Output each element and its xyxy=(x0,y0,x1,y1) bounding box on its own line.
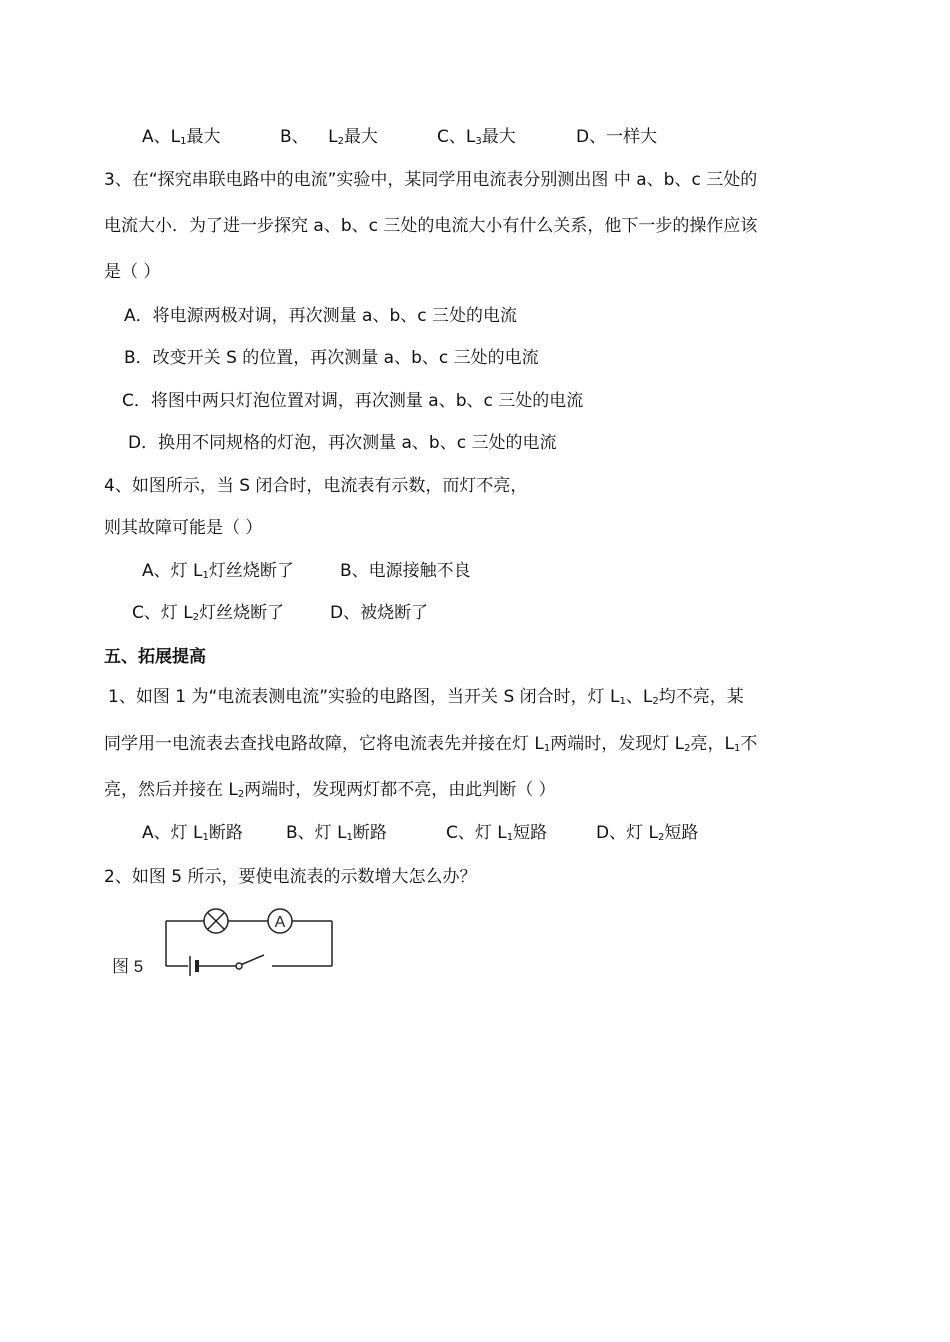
ammeter-symbol: A xyxy=(274,914,286,931)
q2-option-c: C、$L_3$最大 xyxy=(437,127,516,147)
q4-stem-line1: 4、如图所示，当 S 闭合时，电流表有示数，而灯不亮， xyxy=(104,476,528,496)
circuit-figure-5 xyxy=(104,900,344,986)
ext1-stem-line1: 1、如图 1 为“电流表测电流”实验的电路图，当开关 S 闭合时，灯 $L_1$、$L_2$均不亮，某 xyxy=(108,687,744,707)
section-heading: 五、拓展提高 xyxy=(104,647,206,667)
q4-option-a: A、灯 $L_1$灯丝烧断了 xyxy=(142,561,294,581)
ext1-stem-line2: 同学用一电流表去查找电路故障，它将电流表先并接在灯 $L_1$两端时，发现灯 $L_2$亮，$L_1$不 xyxy=(104,734,758,754)
q4-option-c: C、灯 $L_2$灯丝烧断了 xyxy=(132,603,285,623)
q3-option-d: D．换用不同规格的灯泡，再次测量 a、b、c 三处的电流 xyxy=(128,433,557,453)
q4-stem-line2: 则其故障可能是（ ） xyxy=(104,518,263,538)
q3-stem-line2: 电流大小．为了进一步探究 a、b、c 三处的电流大小有什么关系，他下一步的操作应该 xyxy=(104,216,758,236)
ext1-option-d: D、灯 $L_2$短路 xyxy=(596,823,699,843)
q3-stem-line3: 是（ ） xyxy=(104,262,161,282)
ext2-stem: 2、如图 5 所示，要使电流表的示数增大怎么办？ xyxy=(104,867,477,887)
lamp-icon xyxy=(204,909,228,933)
q3-option-a: A．将电源两极对调，再次测量 a、b、c 三处的电流 xyxy=(124,306,517,326)
ammeter-icon xyxy=(268,909,292,933)
ext1-option-a: A、灯 $L_1$断路 xyxy=(142,823,243,843)
ext1-option-c: C、灯 $L_1$短路 xyxy=(446,823,548,843)
figure-label: 图 5 xyxy=(112,957,144,976)
q3-option-c: C．将图中两只灯泡位置对调，再次测量 a、b、c 三处的电流 xyxy=(122,391,584,411)
q3-option-b: B．改变开关 S 的位置，再次测量 a、b、c 三处的电流 xyxy=(124,348,539,368)
q3-stem-line1: 3、在“探究串联电路中的电流”实验中，某同学用电流表分别测出图 中 a、b、c 三处的 xyxy=(104,170,758,190)
switch-icon xyxy=(236,955,264,969)
q2-option-a: A、$L_1$最大 xyxy=(142,127,221,147)
q2-option-d: D、一样大 xyxy=(576,127,658,147)
q2-option-b: B、 $L_2$最大 xyxy=(280,127,378,147)
ext1-option-b: B、灯 $L_1$断路 xyxy=(286,823,387,843)
q4-option-b: B、电源接触不良 xyxy=(340,561,471,581)
q4-option-d: D、被烧断了 xyxy=(330,603,429,623)
battery-icon xyxy=(190,956,197,976)
ext1-stem-line3: 亮，然后并接在 $L_2$两端时，发现两灯都不亮，由此判断（ ） xyxy=(104,780,556,800)
